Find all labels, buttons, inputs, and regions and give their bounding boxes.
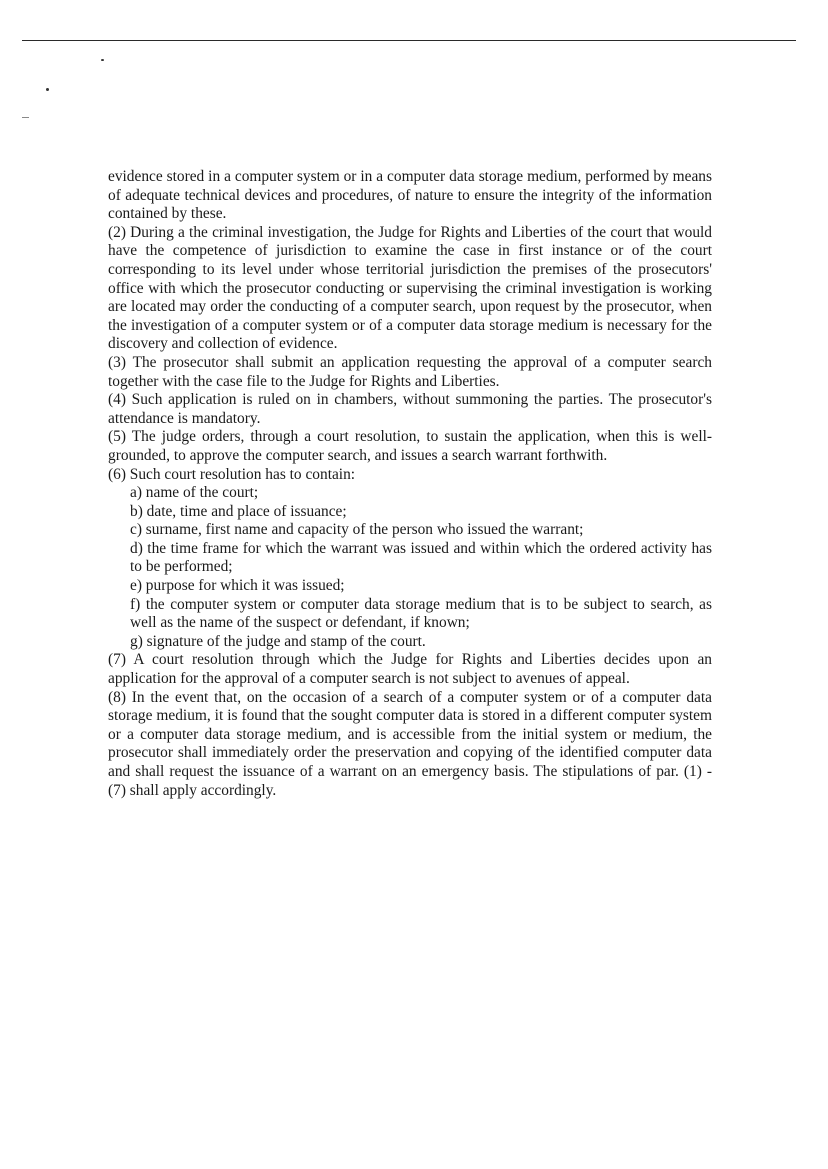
resolution-contents-list bbox=[108, 484, 712, 651]
document-body bbox=[108, 168, 712, 800]
header-rule bbox=[22, 40, 796, 41]
list-item: d) the time frame for which the warrant was issued and within which the ordered activity has to be performed; bbox=[130, 539, 712, 576]
paragraph-2: (2) During a the criminal investigation, the Judge for Rights and Liberties of the court that would have the competence of jurisdiction to examine the case in first instance or of the court corresponding to its level under whose territorial jurisdiction the premises of the prosecutors' office with which the prosecutor conducting or supervising the criminal investigation is working are located may order the conducting of a computer search, upon request by the prosecutor, when the investigation of a computer system or of a computer data storage medium is necessary for the discovery and collection of evidence. bbox=[108, 223, 712, 353]
list-item: g) signature of the judge and stamp of the court. bbox=[130, 632, 426, 650]
paragraph-3: (3) The prosecutor shall submit an application requesting the approval of a computer search together with the case file to the Judge for Rights and Liberties. bbox=[108, 353, 712, 390]
scan-speck bbox=[101, 59, 104, 61]
paragraph-8: (8) In the event that, on the occasion of a search of a computer system or of a computer data storage medium, it is found that the sought computer data is stored in a different computer system or a computer data storage medium, and is accessible from the initial system or medium, the prosecutor shall immediately order the preservation and copying of the identified computer data and shall request the issuance of a warrant on an emergency basis. The stipulations of par. (1) - (7) shall apply accordingly. bbox=[108, 688, 712, 799]
list-item: c) surname, first name and capacity of the person who issued the warrant; bbox=[130, 521, 584, 539]
paragraph-7: (7) A court resolution through which the Judge for Rights and Liberties decides upon an application for the approval of a computer search is not subject to avenues of appeal. bbox=[108, 651, 712, 688]
paragraph-4: (4) Such application is ruled on in chambers, without summoning the parties. The prosecutor's attendance is mandatory. bbox=[108, 391, 712, 427]
scan-speck bbox=[22, 117, 29, 118]
list-item: e) purpose for which it was issued; bbox=[130, 577, 345, 595]
paragraph-6: (6) Such court resolution has to contain: bbox=[108, 465, 356, 483]
list-item: a) name of the court; bbox=[130, 484, 259, 502]
list-item: f) the computer system or computer data storage medium that is to be subject to search, as well as the name of the suspect or defendant, if known; bbox=[130, 595, 712, 632]
list-item: b) date, time and place of issuance; bbox=[130, 502, 347, 520]
paragraph-continuation: evidence stored in a computer system or in a computer data storage medium, performed by means of adequate technical devices and procedures, of nature to ensure the integrity of the information contained by these. bbox=[108, 168, 712, 223]
paragraph-5: (5) The judge orders, through a court resolution, to sustain the application, when this is well-grounded, to approve the computer search, and issues a search warrant forthwith. bbox=[108, 428, 712, 464]
scan-speck bbox=[46, 88, 49, 91]
